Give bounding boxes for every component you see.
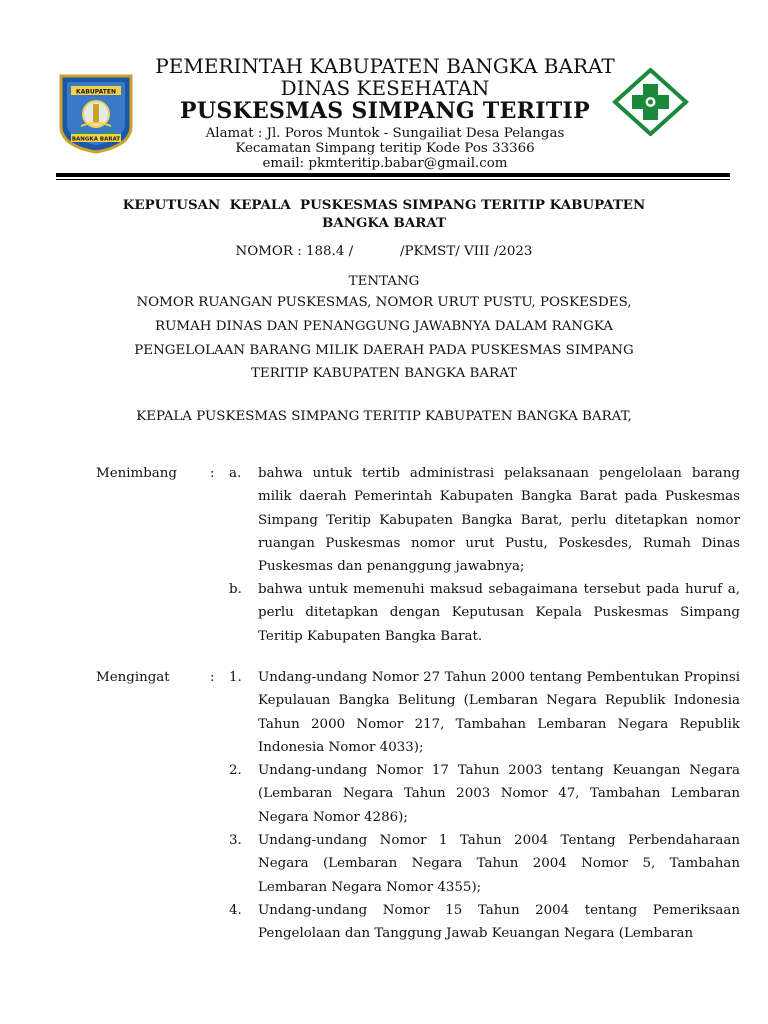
decree-title-line1: KEPUTUSAN KEPALA PUSKESMAS SIMPANG TERITIP KABUPATEN [122, 197, 646, 213]
recalling-marker-2: 2. [229, 763, 242, 778]
decree-subject-line1: NOMOR RUANGAN PUSKESMAS, NOMOR URUT PUSTU, POSKESDES, [136, 295, 632, 310]
considering-item-b: bahwa untuk memenuhi maksud sebagaimana tersebut pada huruf a, perlu ditetapkan dengan Keputusan Kepala Puskesmas Simpang Teritip Kabupaten Bangka Barat. [258, 582, 740, 644]
puskesmas-cross-emblem-icon [612, 68, 689, 136]
recalling-marker-3: 3. [229, 833, 242, 848]
decree-subject-line2: RUMAH DINAS DAN PENANGGUNG JAWABNYA DALAM RANGKA [155, 319, 613, 334]
considering-label: Menimbang [96, 466, 177, 481]
decree-subject-line3: PENGELOLAAN BARANG MILIK DAERAH PADA PUSKESMAS SIMPANG [134, 343, 634, 358]
recalling-item-1: Undang-undang Nomor 27 Tahun 2000 tentang Pembentukan Propinsi Kepulauan Bangka Belitung (Lembaran Negara Republik Indonesia Tahun 2000 Nomor 217, Tambahan Lembaran Negara Republik Indonesia Nomor 4033); [258, 670, 740, 755]
letterhead-institution: PUSKESMAS SIMPANG TERITIP [180, 98, 590, 124]
recalling-marker-1: 1. [229, 670, 242, 685]
letterhead-agency: DINAS KESEHATAN [280, 76, 490, 100]
considering-marker-a: a. [229, 466, 242, 481]
decree-number: NOMOR : 188.4 / /PKMST/ VIII /2023 [235, 244, 533, 259]
emblem-top-text: KABUPATEN [76, 88, 116, 96]
recalling-item-2: Undang-undang Nomor 17 Tahun 2003 tentang Keuangan Negara (Lembaran Negara Tahun 2003 Nomor 47, Tambahan Lembaran Negara Nomor 4286); [258, 763, 740, 825]
considering-marker-b: b. [229, 582, 242, 597]
considering-colon: : [210, 466, 215, 481]
recalling-label: Mengingat [96, 670, 170, 685]
decree-title-line2: BANGKA BARAT [322, 215, 446, 231]
letterhead-government: PEMERINTAH KABUPATEN BANGKA BARAT [155, 54, 615, 78]
letterhead-address-district: Kecamatan Simpang teritip Kode Pos 33366 [235, 141, 535, 156]
emblem-bottom-text: BANGKA BARAT [71, 136, 121, 143]
regency-emblem-icon [57, 72, 135, 154]
letterhead-address: Alamat : Jl. Poros Muntok - Sungailiat Desa Pelangas [205, 126, 565, 141]
considering-item-a: bahwa untuk tertib administrasi pelaksanaan pengelolaan barang milik daerah Pemerintah Kabupaten Bangka Barat pada Puskesmas Simpang Teritip Kabupaten Bangka Barat, perlu ditetapkan nomor ruangan Puskesmas nomor urut Pustu, Poskesdes, Rumah Dinas Puskesmas dan penanggung jawabnya; [258, 466, 740, 575]
recalling-item-3: Undang-undang Nomor 1 Tahun 2004 Tentang Perbendaharaan Negara (Lembaran Negara Tahun 2004 Nomor 5, Tambahan Lembaran Negara Nomor 4355); [258, 833, 740, 895]
recalling-marker-4: 4. [229, 903, 242, 918]
recalling-colon: : [210, 670, 215, 685]
recalling-item-4: Undang-undang Nomor 15 Tahun 2004 tentang Pemeriksaan Pengelolaan dan Tanggung Jawab Keuangan Negara (Lembaran [258, 903, 740, 942]
decree-title [100, 196, 668, 232]
letterhead-divider [56, 173, 730, 177]
letterhead-divider-thin [56, 179, 730, 180]
decree-subject-line4: TERITIP KABUPATEN BANGKA BARAT [251, 366, 517, 381]
letterhead-email: email: pkmteritip.babar@gmail.com [262, 156, 508, 171]
decree-about-heading: TENTANG [348, 274, 420, 289]
decree-issuer: KEPALA PUSKESMAS SIMPANG TERITIP KABUPATEN BANGKA BARAT, [136, 409, 632, 424]
